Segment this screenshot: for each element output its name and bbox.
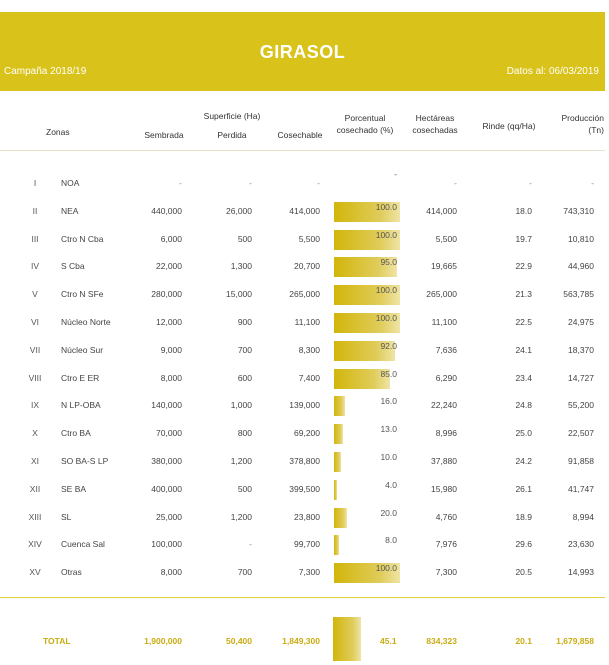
- cell-rinde: 22.5: [515, 317, 532, 327]
- cell-hectareas: 11,100: [431, 317, 457, 327]
- cell-sembrada: 8,000: [160, 372, 182, 383]
- col-header-hectareas: [400, 112, 470, 136]
- cell-produccion: 14,727: [568, 372, 594, 383]
- cell-cosechable: 20,700: [294, 261, 320, 272]
- cell-produccion: 23,630: [568, 539, 594, 550]
- cell-perdida: 26,000: [226, 205, 252, 216]
- pct-label: 100.0: [375, 313, 397, 323]
- zone-number: III: [31, 233, 39, 244]
- cell-sembrada: 440,000: [151, 205, 182, 216]
- total-rinde: 20.1: [515, 636, 532, 646]
- cell-cosechable: 69,200: [294, 428, 320, 439]
- cell-hectareas: 6,290: [435, 372, 457, 383]
- cell-sembrada: -: [179, 178, 182, 188]
- table-row: [0, 452, 605, 472]
- pct-label: 100.0: [375, 563, 397, 574]
- total-produccion: 1,679,858: [556, 636, 594, 646]
- cell-produccion: -: [591, 178, 594, 188]
- table-row: [0, 169, 605, 194]
- total-row: [0, 617, 605, 661]
- cell-rinde: -: [529, 178, 532, 188]
- cell-hectareas: 7,636: [435, 344, 457, 355]
- cell-sembrada: 280,000: [151, 289, 182, 300]
- cell-sembrada: 6,000: [160, 233, 182, 244]
- pct-label: 100.0: [375, 285, 397, 296]
- col-header-produccion-line1: Producción: [561, 113, 604, 123]
- pct-label: 20.0: [380, 507, 397, 518]
- cell-rinde: 21.3: [515, 289, 532, 300]
- cell-cosechable: 7,400: [298, 372, 320, 383]
- table-row: [0, 535, 605, 555]
- table-row: [0, 480, 605, 500]
- table-row: [0, 369, 605, 389]
- cell-hectareas: 37,880: [431, 456, 457, 466]
- table-row: [0, 563, 605, 583]
- zone-number: II: [32, 205, 38, 216]
- zone-name: Núcleo Norte: [61, 317, 111, 327]
- cell-rinde: 20.5: [515, 567, 532, 578]
- zone-number: VII: [29, 344, 41, 355]
- zone-number: IX: [30, 400, 40, 411]
- zone-name: SO BA-S LP: [61, 456, 109, 466]
- cell-perdida: 500: [237, 233, 252, 244]
- cell-hectareas: 265,000: [426, 289, 457, 300]
- cell-sembrada: 400,000: [151, 483, 182, 494]
- table-row: [0, 257, 605, 277]
- data-date-label: Datos al: 06/03/2019: [506, 66, 599, 77]
- zone-number: XV: [29, 567, 41, 578]
- cell-produccion: 743,310: [563, 205, 594, 216]
- cell-rinde: 18.0: [515, 205, 532, 216]
- table-row: [0, 396, 605, 416]
- total-label: TOTAL: [43, 636, 71, 646]
- cell-cosechable: 8,300: [298, 344, 320, 355]
- zone-name: SL: [61, 511, 72, 522]
- cell-hectareas: 4,760: [435, 511, 457, 522]
- col-header-superficie: Superficie (Ha): [203, 111, 261, 121]
- zone-name: Ctro N Cba: [61, 233, 104, 244]
- cell-produccion: 563,785: [563, 289, 594, 300]
- cell-hectareas: 7,300: [435, 567, 457, 578]
- col-header-hectareas-line2: cosechadas: [412, 125, 458, 135]
- pct-label: 85.0: [380, 368, 397, 379]
- table-row: [0, 285, 605, 305]
- cell-hectareas: 19,665: [431, 261, 457, 272]
- cell-cosechable: 414,000: [289, 205, 320, 216]
- cell-perdida: 600: [237, 372, 252, 383]
- total-pct-label: 45.1: [380, 636, 397, 646]
- cell-produccion: 18,370: [568, 344, 594, 355]
- cell-perdida: 500: [237, 483, 252, 494]
- zone-number: IV: [30, 261, 40, 272]
- pct-label: 4.0: [385, 479, 397, 490]
- cell-perdida: 700: [237, 567, 252, 578]
- cell-hectareas: 8,996: [435, 428, 457, 439]
- pct-label: 8.0: [385, 535, 397, 546]
- cell-rinde: 26.1: [515, 483, 532, 494]
- col-header-hectareas-line1: Hectáreas: [415, 113, 455, 123]
- table-row: [0, 313, 605, 333]
- zone-number: XII: [29, 483, 41, 494]
- cell-rinde: 24.1: [515, 344, 532, 355]
- pct-label: 16.0: [380, 396, 397, 407]
- table-row: [0, 424, 605, 444]
- zone-name: NOA: [61, 178, 80, 188]
- cell-hectareas: -: [454, 178, 457, 188]
- cell-cosechable: 99,700: [294, 539, 320, 550]
- cell-rinde: 22.9: [515, 261, 532, 272]
- cell-cosechable: 5,500: [298, 233, 320, 244]
- cell-rinde: 18.9: [515, 511, 532, 522]
- zone-name: Cuenca Sal: [61, 539, 105, 550]
- cell-produccion: 91,858: [568, 456, 594, 466]
- col-header-porcentual-line1: Porcentual: [344, 113, 386, 123]
- cell-hectareas: 22,240: [431, 400, 457, 411]
- cell-perdida: 1,000: [230, 400, 252, 411]
- cell-sembrada: 100,000: [151, 539, 182, 550]
- zone-number: VI: [30, 317, 40, 327]
- zone-name: Núcleo Sur: [61, 344, 104, 355]
- pct-label: 92.0: [380, 340, 397, 351]
- zone-name: Ctro N SFe: [61, 289, 104, 300]
- cell-hectareas: 5,500: [435, 233, 457, 244]
- cell-produccion: 44,960: [568, 261, 594, 272]
- pct-label: -: [394, 169, 397, 179]
- cell-perdida: 1,200: [230, 511, 252, 522]
- col-header-produccion-line2: (Tn): [588, 125, 604, 135]
- cell-hectareas: 7,976: [435, 539, 457, 550]
- cell-rinde: 25.0: [515, 428, 532, 439]
- pct-label: 10.0: [380, 452, 397, 462]
- title-banner: [0, 12, 605, 91]
- col-header-perdida: Perdida: [217, 130, 247, 140]
- cell-produccion: 8,994: [572, 511, 594, 522]
- zone-name: Otras: [61, 567, 82, 578]
- zone-number: XI: [30, 456, 40, 466]
- cell-perdida: 1,200: [230, 456, 252, 466]
- cell-rinde: 24.2: [515, 456, 532, 466]
- header-divider: [0, 150, 605, 151]
- cell-produccion: 10,810: [568, 233, 594, 244]
- col-header-rinde: Rinde (qq/Ha): [482, 121, 536, 131]
- table-row: [0, 508, 605, 528]
- cell-produccion: 41,747: [568, 483, 594, 494]
- cell-rinde: 23.4: [515, 372, 532, 383]
- cell-perdida: 800: [237, 428, 252, 439]
- cell-cosechable: 139,000: [289, 400, 320, 411]
- cell-perdida: 900: [237, 317, 252, 327]
- cell-hectareas: 15,980: [431, 483, 457, 494]
- zone-name: N LP-OBA: [61, 400, 101, 411]
- cell-rinde: 24.8: [515, 400, 532, 411]
- cell-rinde: 29.6: [515, 539, 532, 550]
- table-row: [0, 230, 605, 250]
- cell-sembrada: 70,000: [156, 428, 182, 439]
- zone-number: VIII: [28, 372, 42, 383]
- campaign-label: Campaña 2018/19: [4, 66, 87, 77]
- cell-cosechable: 399,500: [289, 483, 320, 494]
- col-header-produccion: [540, 112, 604, 136]
- zone-number: XIV: [28, 539, 42, 550]
- cell-perdida: 700: [237, 344, 252, 355]
- total-divider: [0, 597, 605, 598]
- zone-name: Ctro E ER: [61, 372, 100, 383]
- pct-label: 100.0: [375, 229, 397, 240]
- zone-name: SE BA: [61, 483, 87, 494]
- cell-sembrada: 22,000: [156, 261, 182, 272]
- cell-sembrada: 9,000: [160, 344, 182, 355]
- cell-perdida: -: [249, 178, 252, 188]
- total-sembrada: 1,900,000: [144, 636, 182, 646]
- zone-name: S Cba: [61, 261, 85, 272]
- cell-perdida: 1,300: [230, 261, 252, 272]
- cell-cosechable: 378,800: [289, 456, 320, 466]
- cell-produccion: 22,507: [568, 428, 594, 439]
- pct-label: 95.0: [380, 257, 397, 268]
- total-cosechable: 1,849,300: [282, 636, 320, 646]
- cell-sembrada: 12,000: [156, 317, 182, 327]
- cell-sembrada: 140,000: [151, 400, 182, 411]
- col-header-zonas: Zonas: [46, 127, 70, 137]
- cell-hectareas: 414,000: [426, 205, 457, 216]
- table-row: [0, 341, 605, 361]
- col-header-cosechable: Cosechable: [277, 130, 323, 140]
- cell-cosechable: 23,800: [294, 511, 320, 522]
- total-perdida: 50,400: [226, 636, 252, 646]
- col-header-porcentual: [330, 112, 400, 136]
- table-row: [0, 202, 605, 222]
- cell-cosechable: 265,000: [289, 289, 320, 300]
- pct-label: 100.0: [375, 201, 397, 212]
- cell-rinde: 19.7: [515, 233, 532, 244]
- total-hectareas: 834,323: [426, 636, 457, 646]
- col-header-porcentual-line2: cosechado (%): [336, 125, 394, 135]
- cell-perdida: -: [249, 539, 252, 550]
- zone-number: XIII: [28, 511, 42, 522]
- cell-produccion: 24,975: [568, 317, 594, 327]
- zone-name: Ctro BA: [61, 428, 91, 439]
- zone-number: X: [32, 428, 38, 439]
- cell-sembrada: 25,000: [156, 511, 182, 522]
- total-pct-bar: [333, 617, 361, 661]
- zone-number: V: [32, 289, 38, 300]
- zone-number: I: [33, 178, 37, 188]
- zone-name: NEA: [61, 205, 79, 216]
- cell-sembrada: 380,000: [151, 456, 182, 466]
- cell-produccion: 55,200: [568, 400, 594, 411]
- cell-cosechable: 11,100: [294, 317, 320, 327]
- cell-cosechable: -: [317, 178, 320, 188]
- page-title: GIRASOL: [259, 42, 346, 62]
- cell-perdida: 15,000: [226, 289, 252, 300]
- col-header-sembrada: Sembrada: [144, 130, 184, 140]
- cell-sembrada: 8,000: [160, 567, 182, 578]
- pct-label: 13.0: [380, 424, 397, 435]
- cell-cosechable: 7,300: [298, 567, 320, 578]
- cell-produccion: 14,993: [568, 567, 594, 578]
